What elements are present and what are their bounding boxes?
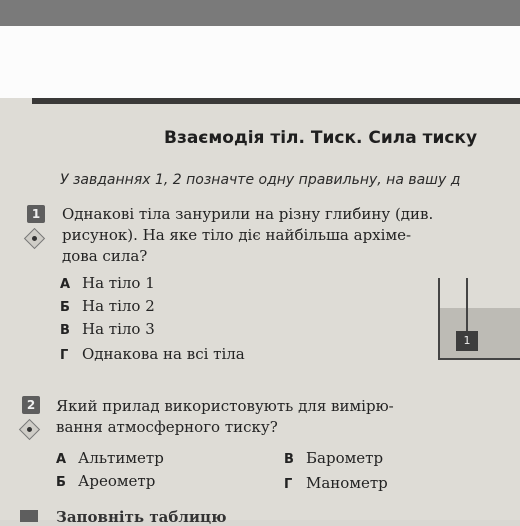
option-text: На тіло 1 bbox=[82, 274, 155, 292]
option-letter: В bbox=[284, 452, 294, 467]
option-letter: А bbox=[56, 452, 67, 467]
option-letter: В bbox=[60, 323, 70, 338]
answer-option[interactable] bbox=[60, 297, 155, 315]
blank-margin bbox=[0, 26, 520, 98]
answer-option[interactable] bbox=[56, 449, 164, 467]
vessel-figure bbox=[438, 278, 520, 360]
submerged-body-1: 1 bbox=[456, 331, 478, 351]
answer-option[interactable] bbox=[60, 345, 245, 363]
option-letter: А bbox=[60, 277, 71, 292]
answer-option[interactable] bbox=[284, 474, 388, 492]
answer-option[interactable] bbox=[60, 320, 155, 338]
option-text: Однакова на всі тіла bbox=[82, 345, 245, 363]
question-line: рисунок). На яке тіло діє найбільша архіме- bbox=[62, 226, 412, 244]
question-number-badge: 1 bbox=[27, 205, 45, 223]
option-text: На тіло 3 bbox=[82, 320, 155, 338]
answer-option[interactable] bbox=[60, 274, 155, 292]
option-text: Альтиметр bbox=[78, 449, 164, 467]
option-text: На тіло 2 bbox=[82, 297, 155, 315]
answer-option[interactable] bbox=[284, 449, 383, 467]
question-line: дова сила? bbox=[62, 247, 148, 265]
option-text: Ареометр bbox=[78, 472, 156, 490]
question-line: Який прилад використовують для вимірю- bbox=[56, 397, 394, 415]
answer-option[interactable] bbox=[56, 472, 155, 490]
top-dark-band bbox=[0, 0, 520, 26]
question-1-text bbox=[62, 204, 433, 267]
question-line: Однакові тіла занурили на різну глибину (див. bbox=[62, 205, 434, 223]
page-title: Взаємодія тіл. Тиск. Сила тиску bbox=[164, 128, 478, 148]
option-text: Барометр bbox=[306, 449, 384, 467]
question-3-text-cutoff: Заповніть таблицю bbox=[56, 508, 227, 526]
option-text: Манометр bbox=[306, 474, 388, 492]
option-letter: Б bbox=[56, 475, 66, 490]
option-letter: Г bbox=[284, 477, 293, 492]
option-letter: Б bbox=[60, 300, 70, 315]
question-line: вання атмосферного тиску? bbox=[56, 418, 278, 436]
page-top-rule bbox=[32, 98, 520, 104]
task-instruction: У завданнях 1, 2 позначте одну правильну, на вашу д bbox=[60, 172, 461, 188]
thread bbox=[466, 278, 468, 332]
liquid bbox=[440, 308, 520, 358]
question-2-text bbox=[56, 396, 394, 438]
question-3-badge bbox=[20, 510, 38, 522]
option-letter: Г bbox=[60, 348, 69, 363]
question-number-badge: 2 bbox=[22, 396, 40, 414]
